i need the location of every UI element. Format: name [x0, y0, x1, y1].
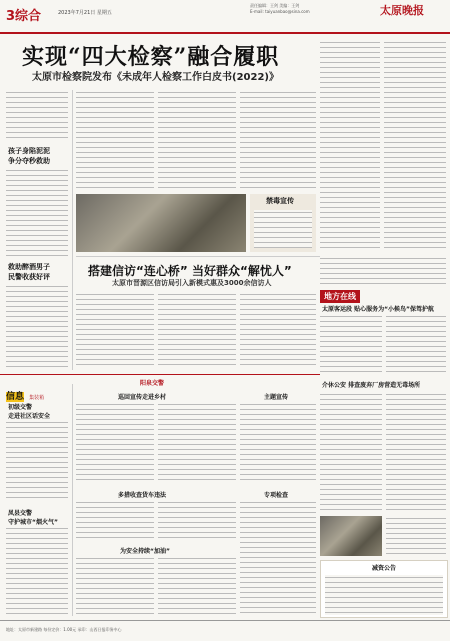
right-story-title: 介休公安 排查废弃厂房营造无毒场所	[322, 382, 421, 389]
column-divider	[72, 384, 73, 616]
right-body	[320, 256, 446, 286]
section-label: 3综合	[6, 9, 42, 24]
feature-body	[158, 292, 236, 368]
bottom-mid-body	[158, 500, 236, 540]
notice-body	[325, 575, 443, 615]
header-meta	[250, 3, 360, 15]
feature-body	[76, 292, 154, 368]
bottom-right-title: 主题宣传	[264, 394, 289, 401]
bottom-right-body	[240, 402, 316, 484]
bottom-mid-body	[76, 500, 154, 540]
right-story-title: 太原客运段 贴心服务为“小候鸟”保驾护航	[322, 306, 434, 313]
lead-text-column	[6, 90, 68, 140]
photo-caption-body	[254, 210, 312, 248]
bottom-mid-title: 为安全持续“加油”	[120, 548, 170, 555]
left-story-body	[6, 284, 68, 368]
photo-caption-box	[250, 194, 316, 252]
local-online-banner: 地方在线	[320, 290, 360, 303]
main-subhead: 太原市检察院发布《未成年人检察工作白皮书(2022)》	[32, 72, 279, 83]
right-story-body	[386, 314, 446, 374]
left-story-body	[6, 168, 68, 258]
bottom-band-section: 阳泉交警	[140, 380, 165, 387]
article-column-right	[384, 40, 446, 250]
issue-date: 2023年7月21日 星期五	[58, 10, 112, 16]
bottom-mid-body	[76, 556, 154, 616]
right-story-body	[386, 392, 446, 512]
info-tag-sub: 集装箱	[29, 395, 45, 401]
right-story-body	[320, 314, 382, 374]
left-story-title: 救助醉酒男子 民警收获好评	[8, 263, 50, 281]
info-tag	[6, 384, 66, 403]
bottom-mid-body	[158, 556, 236, 616]
bottom-right-body	[240, 500, 316, 616]
bottom-mid-body	[158, 402, 236, 484]
bottom-mid-body	[76, 402, 154, 484]
notice-title: 减资公告	[371, 565, 396, 572]
article-column	[240, 90, 316, 190]
article-column	[158, 90, 236, 190]
bottom-band-rule	[0, 374, 320, 375]
feature-subhead: 太原市晋源区信访局引入新模式惠及3000余信访人	[112, 279, 272, 287]
info-tag-label: 信息	[6, 392, 25, 402]
news-photo	[76, 194, 246, 252]
bottom-left-title: 初级交警 走进社区话安全	[8, 404, 51, 420]
right-story-body	[320, 392, 382, 512]
bottom-right-title: 专项检查	[264, 492, 289, 499]
bottom-left-title: 凤县交警 守护城市“烟火气”	[8, 510, 58, 526]
notice-box	[320, 560, 448, 618]
feature-body	[240, 292, 316, 368]
masthead-logo: 太原晚报	[380, 4, 424, 17]
bottom-mid-title: 巡回宣传走进乡村	[118, 394, 167, 401]
header-rule	[0, 32, 450, 34]
article-column-right	[320, 40, 380, 250]
right-photo-text	[386, 516, 446, 556]
article-column	[76, 90, 154, 190]
feature-headline: 搭建信访“连心桥” 当好群众“解忧人”	[88, 264, 292, 278]
page-footer	[0, 620, 450, 641]
right-photo	[320, 516, 382, 556]
photo-caption-title: 禁毒宣传	[266, 197, 294, 205]
header-meta-line: 责任编辑：王剑 美编：王剑	[250, 3, 300, 8]
main-headline: 实现“四大检察”融合履职	[22, 44, 280, 70]
header-meta-line: E-mail: taiyuanbao@sina.com	[250, 9, 310, 14]
column-divider	[72, 90, 73, 370]
bottom-left-body	[6, 526, 68, 616]
bottom-left-body	[6, 420, 68, 500]
bottom-mid-title: 多措收查货车违法	[118, 492, 167, 499]
footer-line: 地址：太原市新建路 每份定价：1.00元 承印：山西日报印务中心	[6, 627, 122, 632]
left-story-title: 孩子身陷泥泥 争分夺秒救助	[8, 147, 50, 165]
